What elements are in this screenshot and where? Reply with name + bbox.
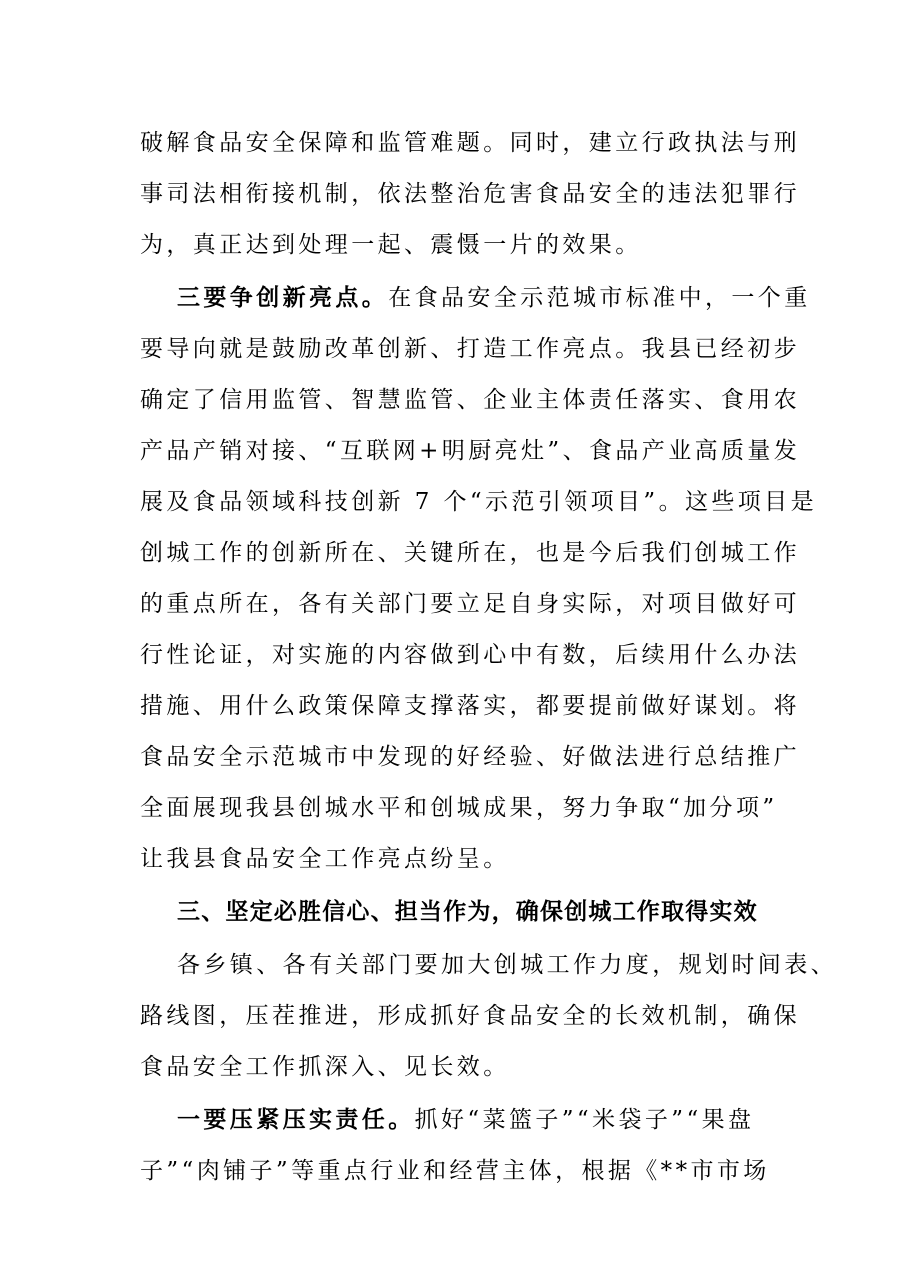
paragraph-2-line-8: 行性论证，对实施的内容做到心中有数，后续用什么办法 [140, 642, 800, 668]
paragraph-2-line-1 [177, 279, 811, 317]
paragraph-2-lead: 三要争创新亮点。 [177, 284, 389, 311]
paragraph-2-line-2: 要导向就是鼓励改革创新、打造工作亮点。我县已经初步 [140, 336, 800, 362]
paragraph-4-line-2: 子”“肉铺子”等重点行业和经营主体，根据《**市市场 [140, 1158, 770, 1184]
paragraph-1-line-3: 为，真正达到处理一起、震慑一片的效果。 [140, 232, 642, 258]
paragraph-2-line-11: 全面展现我县创城水平和创城成果，努力争取“加分项” [140, 795, 778, 821]
paragraph-2-line-10: 食品安全示范城市中发现的好经验、好做法进行总结推广 [140, 744, 800, 770]
paragraph-2-line-6: 创城工作的创新所在、关键所在，也是今后我们创城工作 [140, 540, 800, 566]
paragraph-2-line-9: 措施、用什么政策保障支撑落实，都要提前做好谋划。将 [140, 693, 800, 719]
paragraph-4-line-1-text: 抓好“菜篮子”“米袋子”“果盘 [414, 1107, 755, 1133]
paragraph-2-line-5: 展及食品领域科技创新 7 个“示范引领项目”。这些项目是 [140, 489, 817, 515]
paragraph-3-line-3: 食品安全工作抓深入、见长效。 [140, 1054, 510, 1080]
paragraph-2-line-3: 确定了信用监管、智慧监管、企业主体责任落实、食用农 [140, 387, 800, 413]
paragraph-2-line-1-text: 在食品安全示范城市标准中，一个重 [388, 285, 811, 311]
paragraph-3-line-1: 各乡镇、各有关部门要加大创城工作力度，规划时间表、 [177, 952, 837, 978]
paragraph-2-line-12: 让我县食品安全工作亮点纷呈。 [140, 846, 510, 872]
paragraph-1-line-1: 破解食品安全保障和监管难题。同时，建立行政执法与刑 [140, 130, 800, 156]
paragraph-1-line-2: 事司法相衔接机制，依法整治危害食品安全的违法犯罪行 [140, 181, 800, 207]
paragraph-3-line-2: 路线图，压茬推进，形成抓好食品安全的长效机制，确保 [140, 1003, 800, 1029]
paragraph-2-line-4: 产品产销对接、“互联网+明厨亮灶”、食品产业高质量发 [140, 438, 801, 464]
section-heading: 三、坚定必胜信心、担当作为，确保创城工作取得实效 [177, 898, 758, 925]
paragraph-4-lead: 一要压紧压实责任。 [177, 1106, 415, 1133]
paragraph-2-line-7: 的重点所在，各有关部门要立足自身实际，对项目做好可 [140, 591, 800, 617]
paragraph-4-line-1 [177, 1101, 780, 1139]
